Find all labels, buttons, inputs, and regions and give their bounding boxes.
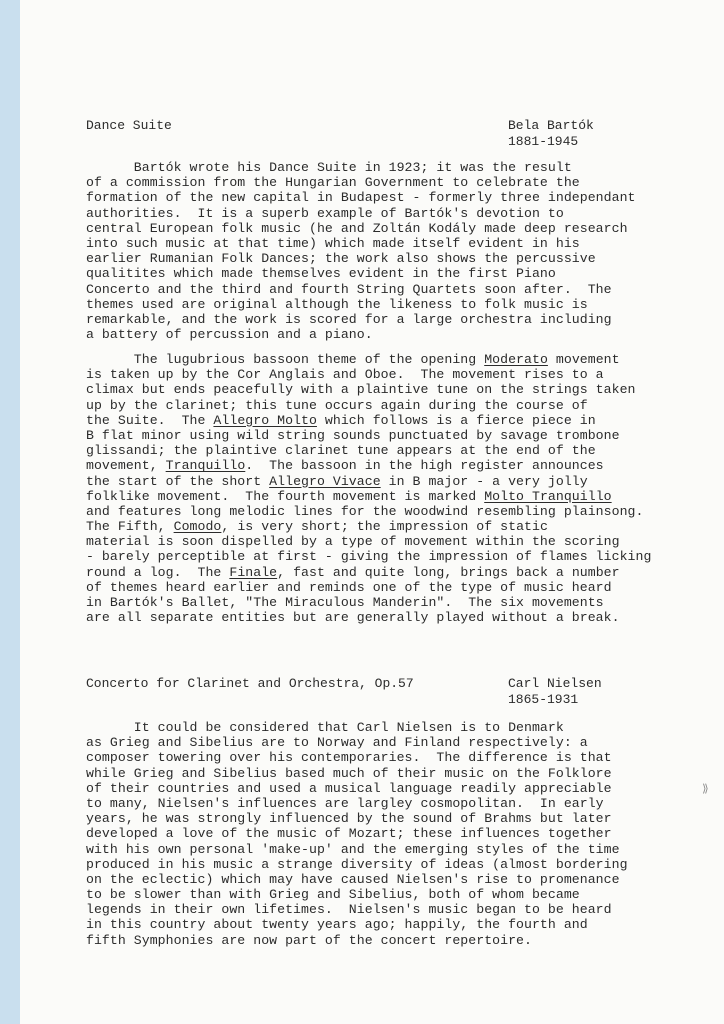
text-line: The Fifth, Comodo, is very short; the impression of static — [86, 519, 548, 535]
text-line: the Suite. The Allegro Molto which follows is a fierce piece in — [86, 412, 596, 428]
text-line: earlier Rumanian Folk Dances; the work also shows the percussive — [86, 251, 596, 267]
text-line: to many, Nielsen's influences are largley cosmopolitan. In early — [86, 795, 604, 811]
text-line: central European folk music (he and Zoltán Kodály made deep research — [86, 220, 628, 236]
section1-title: Dance Suite — [86, 118, 172, 133]
section1-composer-dates: 1881-1945 — [508, 134, 579, 149]
text-line: Concerto and the third and fourth String Quartets soon after. The — [86, 281, 612, 297]
text-line: developed a love of the music of Mozart; these influences together — [86, 826, 612, 842]
text-line: of themes heard earlier and reminds one of the type of music heard — [86, 579, 612, 595]
text-line: of their countries and used a musical language readily appreciable — [86, 780, 612, 796]
text-line: climax but ends peacefully with a plaintive tune on the strings taken — [86, 382, 636, 398]
text-line: years, he was strongly influenced by the sound of Brahms but later — [86, 811, 612, 827]
scan-edge-strip — [0, 0, 20, 1024]
text-line: legends in their own lifetimes. Nielsen's music began to be heard — [86, 902, 612, 918]
text-line: is taken up by the Cor Anglais and Oboe. The movement rises to a — [86, 367, 604, 383]
text-line: formation of the new capital in Budapest - formerly three independant — [86, 190, 636, 206]
text-line: of a commission from the Hungarian Government to celebrate the — [86, 175, 580, 191]
text-line: remarkable, and the work is scored for a large orchestra including — [86, 311, 612, 327]
text-line: material is soon dispelled by a type of movement within the scoring — [86, 534, 620, 550]
section2-paragraph1 — [86, 720, 714, 948]
text-line: a battery of percussion and a piano. — [86, 327, 373, 343]
text-line: round a log. The Finale, fast and quite long, brings back a number — [86, 564, 620, 580]
text-line: and features long melodic lines for the woodwind resembling plainsong. — [86, 503, 644, 519]
section1-composer-name: Bela Bartók — [508, 118, 594, 133]
text-line: in Bartók's Ballet, "The Miraculous Manderin". The six movements — [86, 595, 604, 610]
text-line: folklike movement. The fourth movement is marked Molto Tranquillo — [86, 488, 612, 504]
text-line: qualitites which made themselves evident in the first Piano — [86, 266, 556, 282]
margin-mark: ⟫ — [702, 784, 709, 796]
text-line: themes used are original although the likeness to folk music is — [86, 296, 588, 312]
text-line: Bartók wrote his Dance Suite in 1923; it was the result — [86, 160, 572, 175]
text-line: on the eclectic) which may have caused Nielsen's rise to promenance — [86, 871, 620, 887]
text-line: The lugubrious bassoon theme of the opening Moderato movement — [86, 352, 620, 367]
text-line: while Grieg and Sibelius based much of their music on the Folklore — [86, 765, 612, 781]
text-line: with his own personal 'make-up' and the emerging styles of the time — [86, 841, 620, 857]
text-line: into such music at that time) which made itself evident in his — [86, 235, 580, 251]
text-line: - barely perceptible at first - giving the impression of flames licking — [86, 549, 652, 565]
text-line: produced in his music a strange diversity of ideas (almost bordering — [86, 856, 628, 872]
text-line: the start of the short Allegro Vivace in B major - a very jolly — [86, 473, 588, 489]
text-line: are all separate entities but are generally played without a break. — [86, 610, 620, 626]
text-line: fifth Symphonies are now part of the concert repertoire. — [86, 932, 532, 948]
text-line: authorities. It is a superb example of Bartók's devotion to — [86, 205, 564, 221]
section1-paragraph2 — [86, 352, 714, 625]
text-line: B flat minor using wild string sounds punctuated by savage trombone — [86, 427, 620, 443]
text-line: in this country about twenty years ago; happily, the fourth and — [86, 917, 588, 933]
section2-composer-dates: 1865-1931 — [508, 692, 579, 707]
section2-title: Concerto for Clarinet and Orchestra, Op.57 — [86, 676, 414, 691]
text-line: glissandi; the plaintive clarinet tune appears at the end of the — [86, 443, 596, 459]
text-line: movement, Tranquillo. The bassoon in the high register announces — [86, 458, 604, 474]
text-line: to be slower than with Grieg and Sibelius, both of whom became — [86, 887, 580, 903]
text-line: It could be considered that Carl Nielsen is to Denmark — [86, 720, 564, 735]
section1-paragraph1 — [86, 160, 714, 342]
text-line: up by the clarinet; this tune occurs again during the course of — [86, 397, 588, 413]
text-line: as Grieg and Sibelius are to Norway and Finland respectively: a — [86, 735, 588, 751]
section2-composer-name: Carl Nielsen — [508, 676, 602, 691]
text-line: composer towering over his contemporaries. The difference is that — [86, 750, 612, 766]
